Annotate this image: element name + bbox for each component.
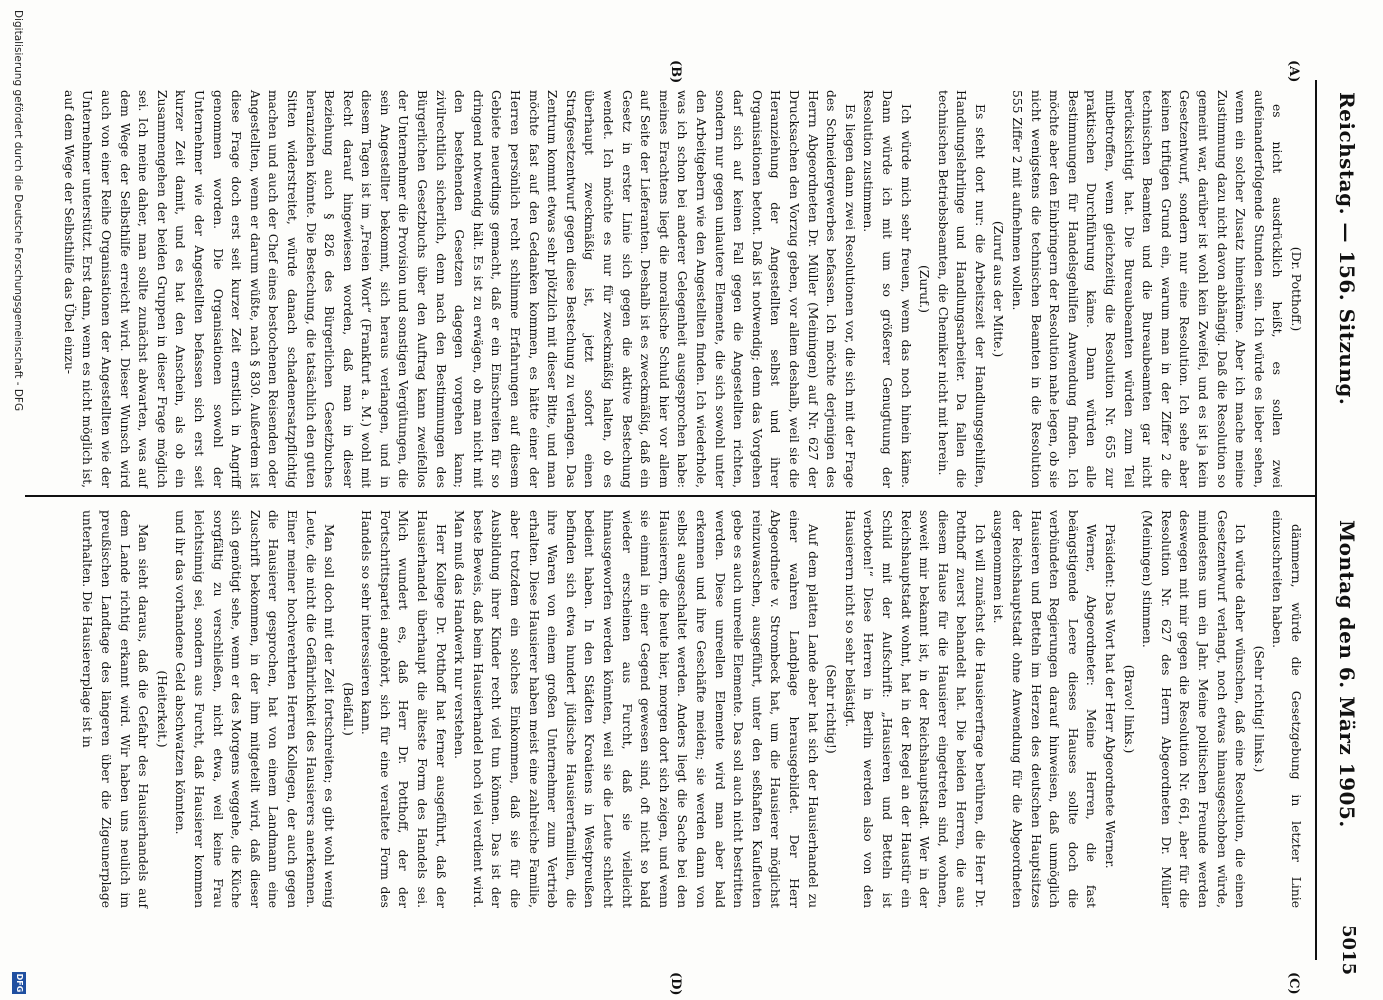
interjection: (Sehr richtig! links.) [1251, 645, 1266, 773]
paragraph: Werner, Abgeordneter: Meine Herren, die fast beängstigende Leere dieses Hauses sollte doch die verbündeten Regierungen darauf hinweisen, daß unmöglich Hausieren und Betteln im Herzen des deutschen Hauptsitzes der Reichshauptstadt ohne Anwendung für die Abgeordneten ausgenommen ist. [991, 510, 1099, 908]
digitization-credit: Digitalisierung gefördert durch die Deutsche Forschungsgemeinschaft - DFG [12, 10, 24, 412]
right-column [78, 510, 1305, 908]
left-column [59, 90, 1305, 488]
paragraph: Man sieht daraus, daß die Gefahr des Hausierhandels auf dem Lande richtig erkannt wird. Wir haben uns neulich im preußischen Landtage des längeren über die Zigeunerplage unterhalten. Die Hausiererplage ist in [80, 510, 151, 908]
paragraph: Herr Kollege Dr. Potthoff hat ferner ausgeführt, daß der Hausierhandel überhaupt die älteste Form des Handels sei. Mich wundert es, daß Herr Dr. Potthoff, der der Fortschrittspartei angehört, sich für eine veraltete Form des Handels so sehr interessieren kann. [359, 510, 448, 908]
page-footer [4, 0, 28, 1000]
page-number: 5015 [1338, 925, 1359, 976]
interjection: (Beifall.) [340, 682, 355, 736]
paragraph: Ich will zunächst die Hausiererfrage berühren, die Herr Dr. Potthoff zuerst behandelt hat. Die beiden Herren, die aus diesem Hause für die Hausierer eingetreten sind, wohnen, soweit mir bekannt ist, in der Reichshauptstadt. Wer in der Reichshauptstadt wohnt, hat in der Regel an der Haustür ein Schild mit der Aufschrift: „Hausieren und Betteln ist verboten!“ Diese Herren in Berlin werden also von den Hausierern nicht so sehr belästigt. [842, 510, 987, 908]
paragraph: Man soll doch mit der Zeit fortschreiten; es gibt wohl wenig Leute, die nicht die Gefährlichkeit des Hausierers anerkennen. Einer meiner hochverehrten Herren Kollegen, der auch gegen die Hausierer gesprochen, hat von einem Landmann eine Zuschrift bekommen, in der ihm mitgeteilt wird, daß dieser sich genötigt sehe, wenn er des Morgens weggehe, die Küche sorgfältig zu verschließen, nicht etwa, weil keine Frau leichtsinnig sei, sondern aus Furcht, daß Hausierer kommen und ihr das vorhandene Geld abschwatzen könnten. [173, 510, 337, 908]
interjection: (Heiterkeit.) [154, 670, 169, 748]
column-divider [25, 495, 1315, 497]
paragraph: Es steht dort nur: die Arbeitszeit der Handlungsgehilfen, Handlungslehrlinge und Handlungsarbeiter. Da fallen die technischen Betriebsbeamten, die Chemiker nicht mit herein. [935, 90, 987, 488]
dfg-logo-icon: DFG [12, 972, 26, 994]
paragraph: Ich würde mich sehr freuen, wenn das noch hinein käme. Dann würde ich mit um so größerer Genugtuung der Resolution zustimmen. [861, 90, 913, 488]
interjection: (Zuruf.) [917, 265, 932, 313]
paragraph: Präsident: Das Wort hat der Herr Abgeordnete Werner. [1103, 524, 1118, 869]
margin-marker-c: (C) [1286, 972, 1301, 995]
paragraph: Es liegen dann zwei Resolutionen vor, die sich mit der Frage des Schneidergewerbes befassen. Ich möchte derjenigen des Herrn Abgeordneten Dr. Müller (Meiningen) auf Nr. 627 der Drucksachen den Vorzug geben, vor allem deshalb, weil sie die Heranziehung der Angestellten selbst und ihrer Organisationen betont. Daß ist notwendig; denn das Vorgehen darf sich auf keinen Fall gegen die Angestellten richten, sondern nur gegen unlautere Elemente, die sich sowohl unter den Arbeitgebern wie den Angestellten finden. Ich wiederhole, was ich schon bei anderer Gelegenheit ausgesprochen habe: meines Erachtens liegt die moralische Schuld hier vor allem auf Seite der Lieferanten. Deshalb ist es zweckmäßig, daß ein Gesetz in erster Linie sich gegen die aktive Bestechung wendet. Ich möchte es nur für zweckmäßig halten, ob es überhaupt zweckmäßig ist, jetzt sofort einen Strafgesetzentwurf gegen diese Bestechung zu verlangen. Das Zentrum kommt etwas sehr plötzlich mit dieser Bitte, und man möchte fast auf den Gedanken kommen, es hätte einer der Herren persönlich recht schlimme Erfahrungen auf diesem Gebiete neuerdings gemacht, daß er ein Einschreiten für so dringend notwendig hält. Es ist zu erwägen, ob man nicht mit den bestehenden Gesetzen dagegen vorgehen kann; zivilrechtlich sicherlich, denn nach den Bestimmungen des Bürgerlichen Gesetzbuchs über den Auftrag kann zweifellos der Unternehmer die Provision und sonstigen Vergütungen, die sein Angestellter bekommt, sich heraus verlangen, und in diesem Tagen ist im „Freien Wort“ (Frankfurt a. M.) wohl mit Recht darauf hingewiesen worden, daß man in dieser Beziehung auch § 826 des Bürgerlichen Gesetzbuches heranziehen könnte. Die Bestechung, die tatsächlich den guten Sitten widerstreitet, würde danach schadenersatzpflichtig machen und auch der Chef eines bestochenen Reisenden oder Angestellten, wenn er darum wüßte, nach § 830. Außerdem ist diese Frage doch erst seit kurzer Zeit ernstlich in Angriff genommen worden. Die Organisationen sowohl der Unternehmer wie der Angestellten befassen sich erst seit kurzer Zeit damit, und es hat den Anschein, als ob ein Zusammengehen der beiden Gruppen in dieser Frage möglich sei. Ich meine daher, man sollte zunächst abwarten, was auf dem Wege der Selbsthilfe erreicht wird. Dieser Wunsch wird auch von einer Reihe Organisationen der Angestellten wie der Unternehmer unterstützt. Erst dann, wenn es nicht möglich ist, auf dem Wege der Selbsthilfe das Übel einzu- [61, 90, 857, 488]
page-header [1325, 0, 1365, 1000]
paragraph: es nicht ausdrücklich heißt, es sollen zwei aufeinanderfolgende Stunden sein. Ich würde es lieber sehen, wenn ein solcher Zusatz hineinkäme. Aber ich mache meine Zustimmung dazu nicht davon abhängig. Daß die Resolution so gemeint war, darüber ist wohl kein Zweifel, und es ist ja kein Gesetzentwurf, sondern nur eine Resolution. Ich sehe aber keinen triftigen Grund ein, warum man in der Ziffer 2 die technischen Beamten und die Bureaubeamten gar nicht berücksichtigt hat. Die Bureaubeamten würden zum Teil mitbetroffen, wenn gleichzeitig die Resolution Nr. 655 zur praktischen Durchführung käme. Dann würden alle Bestimmungen für Handelsgehilfen Anwendung finden. Ich möchte aber den Einbringern der Resolution nahe legen, ob sie nicht wenigstens die technischen Beamten in die Resolution 555 Ziffer 2 mit aufnehmen wollen. [1010, 90, 1285, 488]
paragraph: Ich würde daher wünschen, daß eine Resolution, die einen Gesetzentwurf verlangt, noch etwas hinausgeschoben würde, mindestens um ein Jahr. Meine politischen Freunde werden deswegen mit mir gegen die Resolution Nr. 661, aber für die Resolution Nr. 627 des Herrn Abgeordneten Dr. Müller (Meiningen) stimmen. [1140, 510, 1248, 908]
speaker-tag: (Dr. Potthoff.) [1289, 246, 1303, 332]
header-session-title: Reichstag. — 156. Sitzung. [1335, 92, 1359, 406]
interjection: (Zuruf aus der Mitte.) [991, 220, 1006, 358]
interjection: (Sehr richtig!) [824, 664, 839, 754]
header-date: Montag den 6. März 1905. [1335, 520, 1359, 828]
margin-marker-d: (D) [668, 972, 683, 996]
paragraph: dämmern, würde die Gesetzgebung in letzter Linie einzuschreiten haben. [1270, 510, 1303, 908]
paragraph: Auf dem platten Lande aber hat sich der Hausierhandel zu einer wahren Landplage herausgebildet. Der Herr Abgeordnete v. Strombeck hat, um die Hausierer möglichst reinzuwaschen, ausgeführt, unter den seßhaften Kaufleuten gebe es auch unreelle Elemente. Das soll auch nicht bestritten werden. Diese unreellen Elemente wird man aber bald erkennen und ihre Geschäfte meiden; sie werden dann von selbst ausgeschaltet werden. Anders liegt die Sache bei den Hausierern, die heute hier, morgen dort sich zeigen, und wenn sie einmal in einer Gegend gewesen sind, oft nicht so bald wieder erscheinen aus Furcht, daß sie vielleicht hinausgeworfen werden könnten, weil sie die Leute schlecht bedient haben. In den Städten Kroatiens in Westpreußen befinden sich etwa hundert jüdische Hausiererfamilien, die ihre Waren von einem großen Unternehmer zum Vertrieb erhalten. Diese Hausierer haben meist eine zahlreiche Familie, aber trotzdem ein solches Einkommen, daß sie für die Ausbildung ihrer Kinder recht viel tun können. Das ist der beste Beweis, daß beim Hausierhandel noch viel verdient wird. Man muß das Handwerk nur verstehen. [452, 510, 820, 908]
header-rule [1315, 80, 1317, 960]
margin-marker-b: (B) [668, 60, 683, 84]
margin-marker-a: (A) [1286, 60, 1301, 83]
interjection: (Bravo! links.) [1121, 664, 1136, 754]
